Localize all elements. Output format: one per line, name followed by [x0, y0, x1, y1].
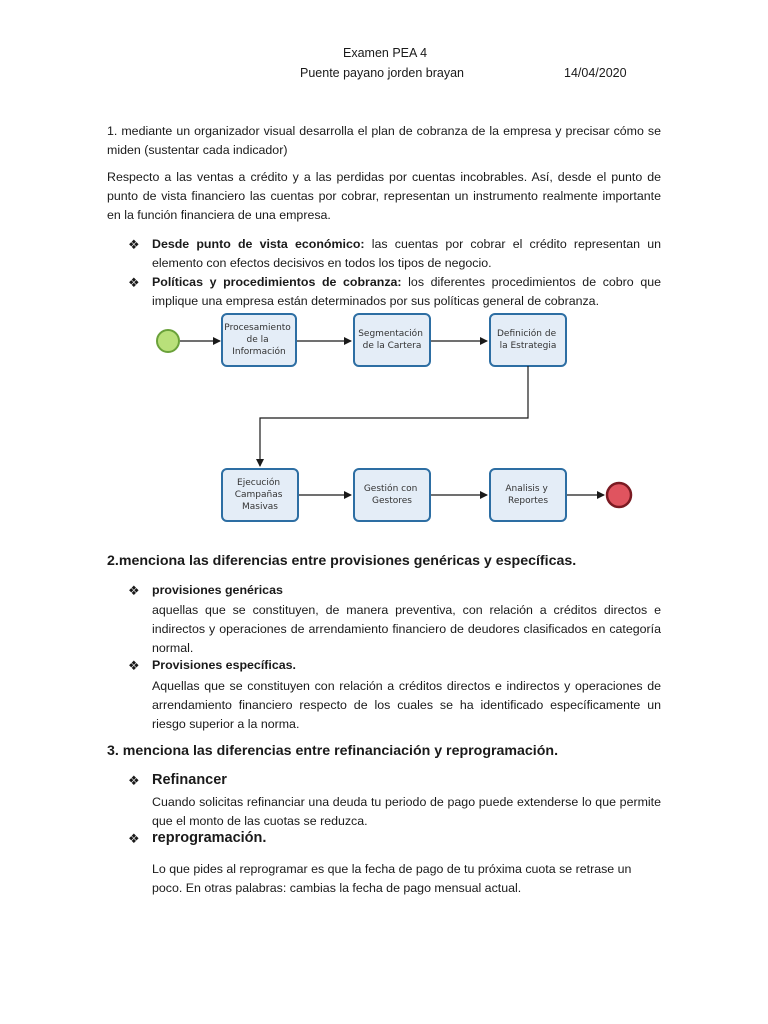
diamond-bullet-icon: ❖ — [128, 773, 140, 788]
question-3-heading: 3. menciona las diferencias entre refinanciación y reprogramación. — [107, 743, 559, 759]
flow-arrow — [260, 366, 528, 466]
flow-step-label: Analisis y Reportes — [505, 484, 549, 506]
author-name: Puente payano jorden brayan — [300, 66, 465, 80]
flow-step-box — [354, 314, 430, 366]
flow-step-label: Definición de la Estrategia — [497, 329, 557, 351]
refinance-title: Refinancer — [152, 772, 227, 788]
flow-step-label: Gestión con Gestores — [363, 484, 418, 506]
diamond-bullet-icon: ❖ — [128, 658, 140, 673]
diamond-bullet-icon: ❖ — [128, 237, 140, 252]
generic-provisions-text: aquellas que se constituyen, de manera preventiva, con relación a créditos directos e indirectos y operaciones de arrendamiento financiero de deudores clasificados en categoría normal. — [152, 603, 661, 655]
specific-provisions-text: Aquellas que se constituyen con relación a créditos directos e indirectos y operaciones de arrendamiento financiero respecto de los cuales se ha identificado específicamente un riesgo superior a la norma. — [152, 679, 661, 731]
exam-date: 14/04/2020 — [564, 66, 627, 80]
bullet-label: Políticas y procedimientos de cobranza: — [152, 275, 402, 289]
diamond-bullet-icon: ❖ — [128, 275, 140, 290]
flow-step-box — [490, 314, 566, 366]
reprogramming-title: reprogramación. — [152, 830, 267, 846]
flow-step-label: Procesamiento de la Información — [224, 323, 291, 357]
flow-step-label: Segmentación de la Cartera — [358, 329, 423, 351]
question-1-intro: Respecto a las ventas a crédito y a las perdidas por cuentas incobrables. Así, desde el punto de punto de vista financiero las cuentas por cobrar, representan un instrumento realmente importante en la función financiera de una empresa. — [107, 170, 661, 222]
start-event — [157, 330, 179, 352]
generic-provisions-title: provisiones genéricas — [152, 583, 283, 597]
flow-step-box — [354, 469, 430, 521]
flow-step-label: Ejecución Campañas Masivas — [234, 478, 283, 512]
question-1: 1. mediante un organizador visual desarrolla el plan de cobranza de la empresa y precisar cómo se miden (sustentar cada indicador) — [107, 124, 661, 157]
diamond-bullet-icon: ❖ — [128, 831, 140, 846]
exam-title: Examen PEA 4 — [343, 46, 428, 60]
refinance-text: Cuando solicitas refinanciar una deuda tu periodo de pago puede extenderse lo que permite que el monto de las cuotas se reduzca. — [152, 795, 661, 828]
flow-step-box — [490, 469, 566, 521]
bullet-text: las cuentas por cobrar el crédito representan un elemento con efectos decisivos en todos los tipos de negocio. — [152, 237, 661, 270]
bullet-label: Desde punto de vista económico: — [152, 237, 365, 251]
end-event — [607, 483, 631, 507]
diamond-bullet-icon: ❖ — [128, 583, 140, 598]
bullet-text: los diferentes procedimientos de cobro que implique una empresa están determinados por sus políticas general de cobranza. — [152, 275, 661, 308]
reprogramming-text: Lo que pides al reprogramar es que la fecha de pago de tu próxima cuota se retrase un poco. En otras palabras: cambias la fecha de pago mensual actual. — [152, 862, 632, 895]
specific-provisions-title: Provisiones específicas. — [152, 658, 296, 672]
question-2-heading: 2.menciona las diferencias entre provisiones genéricas y específicas. — [107, 553, 577, 569]
